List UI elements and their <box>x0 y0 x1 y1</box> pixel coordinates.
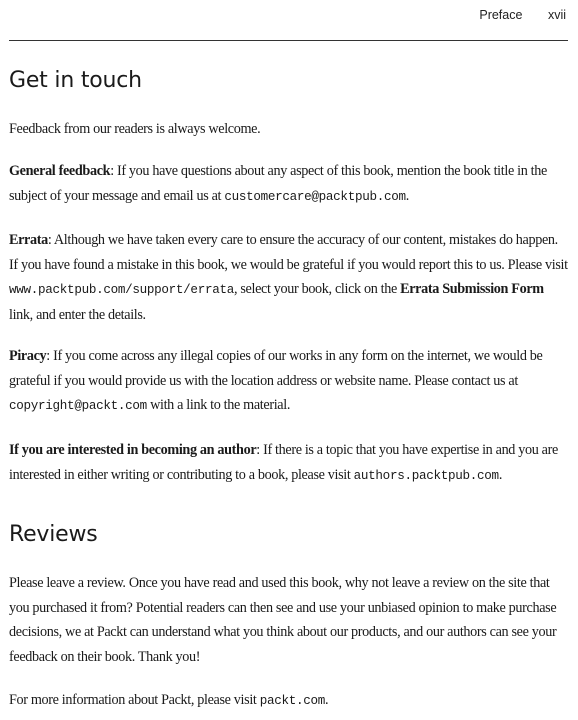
header-rule <box>9 40 568 41</box>
more-info-end: . <box>325 692 329 708</box>
heading-reviews: Reviews <box>9 522 98 547</box>
general-feedback-label: General feedback <box>9 163 111 179</box>
errata-text: : Although we have taken every care to ensure the accuracy of our content, mistakes do happen. If you have found a mistake in this book, we would be grateful if you would report this to us. Please visit <box>9 232 568 273</box>
authors-url: authors.packtpub.com <box>353 468 499 483</box>
piracy-label: Piracy <box>9 348 47 364</box>
heading-get-in-touch: Get in touch <box>9 68 142 93</box>
errata-end: link, and enter the details. <box>9 306 146 323</box>
author-label: If you are interested in becoming an author <box>9 442 257 458</box>
paragraph-general-feedback <box>9 159 569 209</box>
paragraph-become-author <box>9 438 569 488</box>
author-text: : If there is a topic that you have expertise in and you are interested in either writing or contributing to a book, please visit <box>9 442 558 483</box>
copyright-email: copyright@packt.com <box>9 399 147 413</box>
author-end: . <box>498 466 503 483</box>
piracy-end: with a link to the material. <box>146 397 291 413</box>
general-feedback-end: . <box>405 187 409 204</box>
running-header <box>479 8 566 22</box>
piracy-text: : If you come across any illegal copies of our works in any form on the internet, we would be grateful if you would provide us with the location address or website name. Please contact us at <box>9 348 543 389</box>
errata-form-label: Errata Submission Form <box>400 281 544 297</box>
errata-label: Errata <box>9 232 48 248</box>
general-feedback-text: : If you have questions about any aspect of this book, mention the book title in the subject of your message and email us at <box>9 163 547 204</box>
packt-url: packt.com <box>259 694 326 708</box>
page-number: xvii <box>547 8 566 22</box>
paragraph-intro: Feedback from our readers is always welcome. <box>9 121 261 137</box>
paragraph-reviews: Please leave a review. Once you have read and used this book, why not leave a review on the site that you purchased it from? Potential readers can then see and use your unbiased opinion to make purchase decisions, we at Packt can understand what you think about our products, and our authors can see your feedback on their book. Thank you! <box>9 575 557 665</box>
paragraph-more-info <box>9 688 569 714</box>
paragraph-errata <box>9 228 569 327</box>
running-head-section: Preface <box>479 8 523 22</box>
more-info-text: For more information about Packt, please visit <box>9 692 260 708</box>
paragraph-piracy <box>9 344 569 419</box>
customercare-email: customercare@packtpub.com <box>224 189 406 204</box>
errata-url: www.packtpub.com/support/errata <box>9 283 234 297</box>
errata-text-2: , select your book, click on the <box>233 281 401 297</box>
